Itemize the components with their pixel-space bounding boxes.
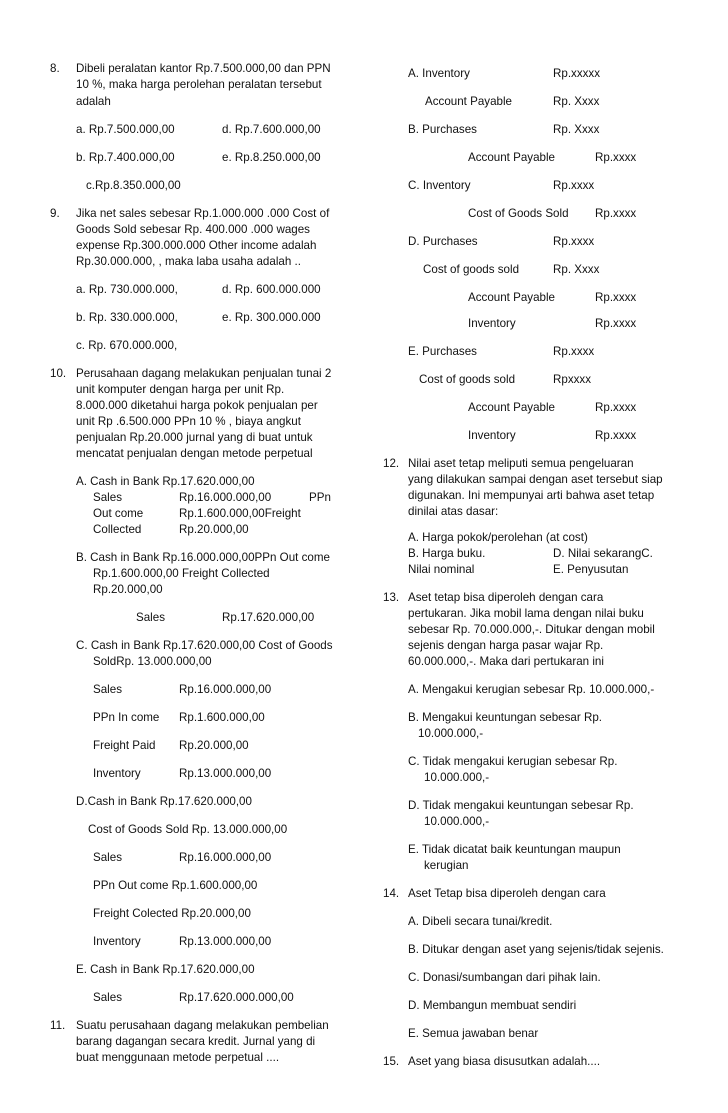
journal-account: PPn In come	[93, 711, 160, 724]
question-text: Dibeli peralatan kantor Rp.7.500.000,00 dan PPN	[76, 62, 331, 75]
journal-account: Account Payable	[468, 291, 556, 304]
journal-amount: Rp.16.000.000,00	[179, 851, 272, 864]
journal-amount: Rp.16.000.000,00	[179, 491, 272, 504]
question-number: 15.	[383, 1055, 400, 1068]
option-a: a. Rp.7.500.000,00	[76, 123, 175, 136]
option-b: B. Purchases	[408, 123, 477, 136]
option-e: E. Cash in Bank Rp.17.620.000,00	[76, 963, 255, 976]
journal-amount: Rp.17.620.000.000,00	[179, 991, 294, 1004]
question-number: 9.	[50, 207, 60, 220]
question-text: yang dilakukan sampai dengan aset tersebut siap	[408, 473, 663, 486]
journal-amount: Rp.17.620.000,00	[222, 611, 315, 624]
journal-amount: Rp.xxxx	[595, 207, 637, 220]
journal-account: Sales	[93, 851, 123, 864]
journal-account: Cost of goods sold	[419, 373, 516, 386]
journal-account: Sales	[136, 611, 166, 624]
option-c: C. Cash in Bank Rp.17.620.000,00 Cost of Goods	[76, 639, 333, 652]
journal-amount: Rp. Xxxx	[553, 95, 600, 108]
journal-amount: Rp.13.000.000,00	[179, 767, 272, 780]
option-c-text: Nilai nominal	[408, 563, 475, 576]
option-e: e. Rp.8.250.000,00	[222, 151, 321, 164]
option-b: B. Ditukar dengan aset yang sejenis/tidak sejenis.	[408, 943, 664, 956]
journal-amount: Rp.1.600.000,00	[179, 711, 265, 724]
option-d-text: Cost of Goods Sold Rp. 13.000.000,00	[88, 823, 288, 836]
journal-account: Inventory	[468, 317, 516, 330]
journal-account: Freight Paid	[93, 739, 156, 752]
option-e: E. Semua jawaban benar	[408, 1027, 539, 1040]
question-number: 11.	[50, 1019, 66, 1032]
option-e: E. Purchases	[408, 345, 477, 358]
option-a: A. Mengakui kerugian sebesar Rp. 10.000.000,-	[408, 683, 655, 696]
option-b: B. Cash in Bank Rp.16.000.000,00PPn Out come	[76, 551, 330, 564]
journal-account: Sales	[93, 683, 123, 696]
question-text: sebesar Rp. 70.000.000,-. Ditukar dengan mobil	[408, 623, 655, 636]
option-d: d. Rp.7.600.000,00	[222, 123, 321, 136]
journal-line: PPn Out come Rp.1.600.000,00	[93, 879, 258, 892]
option-c: c. Rp. 670.000.000,	[76, 339, 178, 352]
question-text: penjualan Rp.20.000 jurnal yang di buat untuk	[76, 431, 313, 444]
journal-account: Account Payable	[468, 151, 556, 164]
journal-account: Out come	[93, 507, 144, 520]
question-number: 8.	[50, 62, 60, 75]
journal-amount: Rp.xxxx	[595, 317, 637, 330]
option-c: c.Rp.8.350.000,00	[86, 179, 181, 192]
journal-account: Sales	[93, 991, 123, 1004]
question-number: 12.	[383, 457, 400, 470]
option-b: B. Harga buku.	[408, 547, 486, 560]
journal-account: Account Payable	[425, 95, 513, 108]
question-text: 8.000.000 diketahui harga pokok penjualan per	[76, 399, 318, 412]
journal-amount: Rp. Xxxx	[553, 123, 600, 136]
option-c-text: 10.000.000,-	[424, 771, 490, 784]
question-text: Aset Tetap bisa diperoleh dengan cara	[408, 887, 606, 900]
journal-amount: Rp. Xxxx	[553, 263, 600, 276]
option-a: A. Inventory	[408, 67, 470, 80]
journal-amount: Rp.13.000.000,00	[179, 935, 272, 948]
journal-line: Freight Colected Rp.20.000,00	[93, 907, 251, 920]
journal-account: Inventory	[93, 767, 141, 780]
option-b: b. Rp.7.400.000,00	[76, 151, 175, 164]
question-text: Nilai aset tetap meliputi semua pengeluaran	[408, 457, 634, 470]
journal-amount: Rp.xxxxx	[553, 67, 601, 80]
option-e: E. Tidak dicatat baik keuntungan maupun	[408, 843, 621, 856]
journal-amount: Rp.xxxx	[553, 345, 595, 358]
option-b-text: 10.000.000,-	[418, 727, 484, 740]
question-text: buat menggunaan metode perpetual ....	[76, 1051, 280, 1064]
option-e-text: kerugian	[424, 859, 469, 872]
question-text: Jika net sales sebesar Rp.1.000.000 .000 Cost of	[76, 207, 330, 220]
option-a: A. Harga pokok/perolehan (at cost)	[408, 531, 588, 544]
option-d: D.Cash in Bank Rp.17.620.000,00	[76, 795, 252, 808]
journal-amount: Rp.xxxx	[595, 401, 637, 414]
journal-amount: Rp.xxxx	[595, 429, 637, 442]
journal-amount: Rp.xxxx	[553, 179, 595, 192]
question-text: adalah	[76, 95, 111, 108]
question-text: Aset yang biasa disusutkan adalah....	[408, 1055, 601, 1068]
option-c: C. Tidak mengakui kerugian sebesar Rp.	[408, 755, 618, 768]
question-text: digunakan. Ini mempunyai arti bahwa aset tetap	[408, 489, 655, 502]
question-text: dinilai atas dasar:	[408, 505, 499, 518]
option-b-text: Rp.1.600.000,00 Freight Collected	[93, 567, 270, 580]
option-d: d. Rp. 600.000.000	[222, 283, 321, 296]
journal-amount: Rp.16.000.000,00	[179, 683, 272, 696]
option-d-text: 10.000.000,-	[424, 815, 490, 828]
journal-amount: Rp.xxxx	[595, 291, 637, 304]
question-text: Suatu perusahaan dagang melakukan pembelian	[76, 1019, 329, 1032]
question-text: pertukaran. Jika mobil lama dengan nilai buku	[408, 607, 644, 620]
question-number: 10.	[50, 367, 67, 380]
question-text: Aset tetap bisa diperoleh dengan cara	[408, 591, 604, 604]
question-text: 60.000.000,-. Maka dari pertukaran ini	[408, 655, 604, 668]
option-c-text: SoldRp. 13.000.000,00	[93, 655, 212, 668]
option-d: D. Membangun membuat sendiri	[408, 999, 577, 1012]
journal-amount: Rpxxxx	[553, 373, 592, 386]
journal-account: Collected	[93, 523, 142, 536]
journal-amount: Rp.xxxx	[553, 235, 595, 248]
option-d: D. Tidak mengakui keuntungan sebesar Rp.	[408, 799, 634, 812]
question-number: 14.	[383, 887, 400, 900]
option-b: B. Mengakui keuntungan sebesar Rp.	[408, 711, 602, 724]
journal-amount: Rp.xxxx	[595, 151, 637, 164]
question-text: 10 %, maka harga perolehan peralatan tersebut	[76, 78, 322, 91]
question-text: sejenis dengan harga pasar wajar Rp.	[408, 639, 604, 652]
option-b: b. Rp. 330.000.000,	[76, 311, 178, 324]
option-d: D. Purchases	[408, 235, 478, 248]
question-text: unit komputer dengan harga per unit Rp.	[76, 383, 285, 396]
option-d-c: D. Nilai sekarangC.	[553, 547, 653, 560]
journal-amount: Rp.20.000,00	[179, 739, 249, 752]
option-a: A. Cash in Bank Rp.17.620.000,00	[76, 475, 255, 488]
journal-account: Cost of goods sold	[423, 263, 520, 276]
question-text: Rp.30.000.000, , maka laba usaha adalah ..	[76, 255, 301, 268]
option-a: a. Rp. 730.000.000,	[76, 283, 178, 296]
option-c: C. Inventory	[408, 179, 471, 192]
question-text: mencatat penjualan dengan metode perpetual	[76, 447, 313, 460]
question-text: expense Rp.300.000.000 Other income adalah	[76, 239, 317, 252]
option-b-text: Rp.20.000,00	[93, 583, 163, 596]
question-number: 13.	[383, 591, 400, 604]
journal-account: Sales	[93, 491, 123, 504]
journal-account: Cost of Goods Sold	[468, 207, 569, 220]
option-e: E. Penyusutan	[553, 563, 629, 576]
option-c: C. Donasi/sumbangan dari pihak lain.	[408, 971, 601, 984]
journal-amount: Rp.20.000,00	[179, 523, 249, 536]
journal-account: Account Payable	[468, 401, 556, 414]
question-text: Goods Sold sebesar Rp. 400.000 .000 wages	[76, 223, 310, 236]
journal-account: Inventory	[93, 935, 141, 948]
journal-amount: Rp.1.600.000,00Freight	[179, 507, 301, 520]
journal-account: Inventory	[468, 429, 516, 442]
option-e: e. Rp. 300.000.000	[222, 311, 321, 324]
question-text: Perusahaan dagang melakukan penjualan tunai 2	[76, 367, 332, 380]
journal-account: PPn	[309, 491, 331, 504]
option-a: A. Dibeli secara tunai/kredit.	[408, 915, 553, 928]
question-text: unit Rp .6.500.000 PPn 10 % , biaya angkut	[76, 415, 301, 428]
question-text: barang dagangan secara kredit. Jurnal yang di	[76, 1035, 316, 1048]
